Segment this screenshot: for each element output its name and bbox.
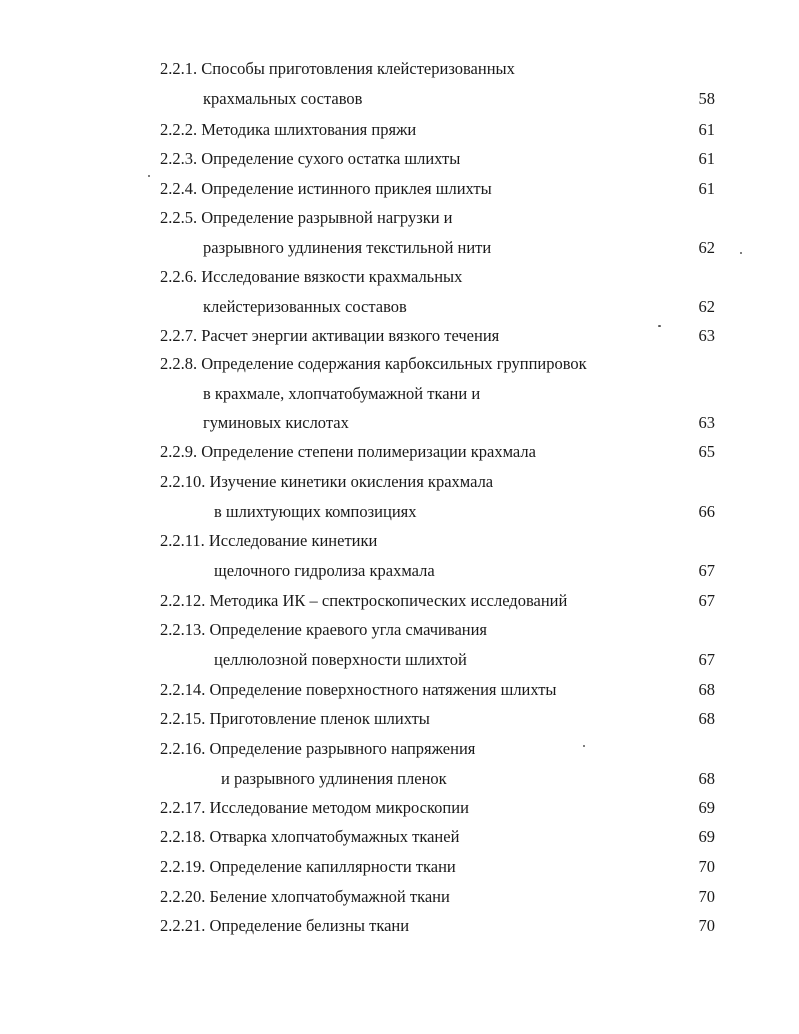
toc-entry-continuation: клейстеризованных составов [203, 296, 407, 316]
scan-speck [740, 252, 742, 254]
toc-page-number: 69 [698, 798, 715, 817]
toc-page-number: 62 [698, 237, 715, 257]
toc-entry-title: 2.2.6. Исследование вязкости крахмальных [160, 267, 463, 286]
toc-entry-title: 2.2.2. Методика шлихтования пряжи [160, 120, 417, 139]
toc-entry-title: 2.2.21. Определение белизны ткани [160, 916, 410, 935]
toc-page-number: 63 [698, 413, 715, 432]
toc-entry-title: 2.2.9. Определение степени полимеризации крахмала [160, 442, 536, 461]
toc-page-number: 67 [698, 591, 715, 610]
toc-entry-title: 2.2.15. Приготовление пленок шлихты [160, 709, 430, 728]
toc-page-number: 70 [698, 857, 715, 876]
toc-entry-continuation: разрывного удлинения текстильной нити [203, 237, 492, 257]
toc-page-number: 65 [698, 442, 715, 461]
toc-entry-title: 2.2.7. Расчет энергии активации вязкого течения [160, 326, 500, 345]
scan-speck [658, 325, 661, 327]
toc-entry-continuation: в крахмале, хлопчатобумажной ткани и [203, 383, 481, 403]
toc-page-number: 58 [698, 88, 715, 108]
toc-entry-title: 2.2.14. Определение поверхностного натяжения шлихты [160, 680, 557, 699]
toc-entry-continuation: щелочного гидролиза крахмала [214, 560, 435, 580]
toc-entry-title: 2.2.12. Методика ИК – спектроскопических исследований [160, 591, 568, 610]
toc-entry-title: 2.2.3. Определение сухого остатка шлихты [160, 149, 461, 168]
toc-entry-continuation: крахмальных составов [203, 88, 363, 108]
toc-page-number: 61 [698, 179, 715, 198]
toc-page-number: 67 [698, 649, 715, 669]
toc-entry-title: 2.2.16. Определение разрывного напряжения [160, 739, 476, 758]
toc-entry-title: 2.2.10. Изучение кинетики окисления крахмала [160, 472, 494, 491]
toc-entry-title: 2.2.1. Способы приготовления клейстеризованных [160, 59, 515, 78]
toc-entry-continuation: гуминовых кислотах [203, 413, 349, 432]
toc-entry-title: 2.2.19. Определение капиллярности ткани [160, 857, 456, 876]
toc-page-number: 68 [698, 768, 715, 788]
scan-speck [583, 745, 585, 747]
toc-page-number: 68 [698, 680, 715, 699]
toc-page-number: 68 [698, 709, 715, 728]
scan-speck [148, 175, 150, 177]
toc-entry-continuation: в шлихтующих композициях [214, 501, 417, 521]
toc-page-number: 70 [698, 887, 715, 906]
toc-page-number: 63 [698, 326, 715, 345]
toc-entry-title: 2.2.4. Определение истинного приклея шлихты [160, 179, 492, 198]
toc-entry-title: 2.2.8. Определение содержания карбоксильных группировок [160, 354, 587, 373]
toc-page-number: 61 [698, 149, 715, 168]
toc-entry-title: 2.2.5. Определение разрывной нагрузки и [160, 208, 453, 227]
toc-entry-title: 2.2.17. Исследование методом микроскопии [160, 798, 469, 817]
toc-entry-title: 2.2.13. Определение краевого угла смачивания [160, 620, 488, 639]
toc-page-number: 61 [698, 120, 715, 139]
toc-entry-title: 2.2.20. Беление хлопчатобумажной ткани [160, 887, 450, 906]
toc-entry-continuation: и разрывного удлинения пленок [221, 768, 447, 788]
toc-page-number: 62 [698, 296, 715, 316]
toc-entry-title: 2.2.11. Исследование кинетики [160, 531, 378, 550]
toc-page-number: 67 [698, 560, 715, 580]
toc-entry-title: 2.2.18. Отварка хлопчатобумажных тканей [160, 827, 460, 846]
toc-page-number: 66 [698, 501, 715, 521]
toc-page-number: 69 [698, 827, 715, 846]
toc-page-number: 70 [698, 916, 715, 935]
toc-entry-continuation: целлюлозной поверхности шлихтой [214, 649, 467, 669]
